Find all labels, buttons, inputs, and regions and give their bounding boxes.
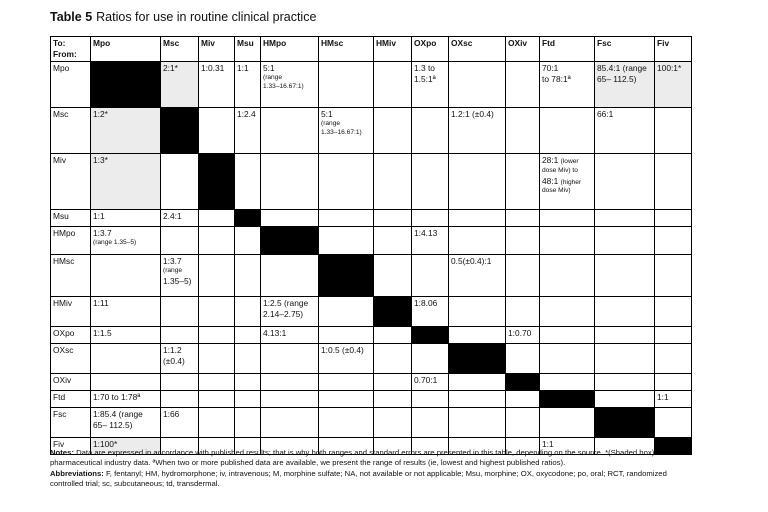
column-header: Fsc	[595, 37, 655, 62]
ratio-cell	[506, 408, 540, 438]
ratio-cell	[261, 62, 319, 108]
header-corner	[51, 37, 91, 62]
ratio-cell	[595, 255, 655, 297]
ratio-cell: 1:0.5 (±0.4)	[319, 344, 374, 374]
ratio-cell	[235, 255, 261, 297]
ratio-cell	[319, 210, 374, 227]
row-header: Msc	[51, 108, 91, 154]
ratio-cell	[199, 327, 235, 344]
column-header: HMpo	[261, 37, 319, 62]
ratio-cell	[540, 62, 595, 108]
ratio-cell	[655, 108, 692, 154]
cell-line: 1:85.4 (range	[93, 409, 143, 420]
ratio-cell	[412, 391, 449, 408]
table-row	[51, 374, 692, 391]
table-header-row	[51, 37, 692, 62]
row-header: Fsc	[51, 408, 91, 438]
ratio-cell	[161, 391, 199, 408]
ratio-cell	[261, 154, 319, 210]
diagonal-cell	[319, 255, 374, 297]
ratio-cell	[161, 327, 199, 344]
cell-line: (range	[321, 120, 341, 128]
ratio-cell	[235, 154, 261, 210]
ratio-cell: 2.4:1	[161, 210, 199, 227]
ratio-cell	[319, 297, 374, 327]
ratio-cell: 1:1	[540, 438, 595, 455]
ratio-cell	[540, 154, 595, 210]
cell-note: (lower	[560, 158, 579, 166]
diagonal-cell	[449, 344, 506, 374]
ratio-cell: 0.5(±0.4):1	[449, 255, 506, 297]
ratio-cell	[412, 108, 449, 154]
diagonal-cell	[412, 327, 449, 344]
ratio-cell	[161, 154, 199, 210]
cell-line: to 78:1ª	[542, 74, 571, 85]
ratio-cell	[412, 344, 449, 374]
column-header: Msc	[161, 37, 199, 62]
column-header: OXsc	[449, 37, 506, 62]
cell-line: 1:2.5 (range	[263, 298, 309, 309]
ratio-cell	[506, 344, 540, 374]
diagonal-cell	[161, 108, 199, 154]
notes-paragraph	[50, 448, 700, 469]
cell-line: 5:1	[263, 63, 275, 74]
row-header: OXpo	[51, 327, 91, 344]
ratio-cell: 1:1	[655, 391, 692, 408]
cell-line: 1:3.7	[163, 256, 182, 267]
ratio-cell	[449, 374, 506, 391]
ratio-cell: 1:4.13	[412, 227, 449, 255]
table-caption: Ratios for use in routine clinical practice	[96, 10, 317, 24]
table-row	[51, 408, 692, 438]
row-header: Miv	[51, 154, 91, 210]
ratio-cell	[235, 408, 261, 438]
abbreviations-text: F, fentanyl; HM, hydromorphone; iv, intravenous; M, morphine sulfate; NA, not available or not applicable; Msu, morphine; OX, oxycodone; po, oral; RCT, randomized controlled trial; sc, subcutaneous; td, transdermal.	[50, 468, 667, 489]
ratio-cell	[655, 210, 692, 227]
ratio-cell	[374, 327, 412, 344]
table-title	[50, 10, 316, 24]
ratio-cell	[540, 327, 595, 344]
cell-line: 65– 112.5)	[93, 420, 133, 431]
ratio-cell	[449, 327, 506, 344]
cell-line: 1.5:1ª	[414, 74, 436, 85]
ratio-cell	[412, 255, 449, 297]
ratio-cell	[374, 255, 412, 297]
ratio-cell	[199, 108, 235, 154]
diagonal-cell	[235, 210, 261, 227]
ratio-cell	[540, 297, 595, 327]
ratio-cell: 1:0.70	[506, 327, 540, 344]
ratio-cell	[655, 408, 692, 438]
column-header: HMiv	[374, 37, 412, 62]
ratio-cell	[199, 391, 235, 408]
ratio-cell	[261, 108, 319, 154]
column-header: OXiv	[506, 37, 540, 62]
ratio-cell	[595, 227, 655, 255]
column-header: Miv	[199, 37, 235, 62]
ratio-cell	[235, 227, 261, 255]
header-to-label: To:	[53, 38, 66, 48]
cell-line: (range	[263, 74, 283, 82]
ratio-cell: 1:8.06	[412, 297, 449, 327]
table-number: Table 5	[50, 10, 93, 24]
column-header: Msu	[235, 37, 261, 62]
ratio-cell	[374, 210, 412, 227]
ratio-cell: 1:1.5	[91, 327, 161, 344]
cell-line: 2.14–2.75)	[263, 309, 304, 320]
ratio-cell: 1:66	[161, 408, 199, 438]
row-header: HMiv	[51, 297, 91, 327]
ratio-cell	[655, 344, 692, 374]
ratio-cell	[161, 227, 199, 255]
ratio-cell: 1:0.31	[199, 62, 235, 108]
table-row	[51, 210, 692, 227]
ratio-cell: 1:11	[91, 297, 161, 327]
ratio-cell	[540, 344, 595, 374]
ratio-cell	[412, 62, 449, 108]
ratio-cell	[540, 374, 595, 391]
ratio-cell: 66:1	[595, 108, 655, 154]
diagonal-cell	[595, 408, 655, 438]
column-header: HMsc	[319, 37, 374, 62]
cell-line	[542, 155, 592, 167]
ratio-cell	[374, 227, 412, 255]
row-header: OXsc	[51, 344, 91, 374]
diagonal-cell	[540, 391, 595, 408]
ratio-cell	[235, 344, 261, 374]
ratio-cell	[261, 255, 319, 297]
ratio-cell	[412, 154, 449, 210]
ratio-cell	[595, 374, 655, 391]
ratio-cell	[655, 227, 692, 255]
ratio-cell	[91, 255, 161, 297]
cell-line: 65– 112.5)	[597, 74, 637, 85]
ratio-cell	[506, 297, 540, 327]
ratio-cell	[655, 154, 692, 210]
ratio-cell	[374, 62, 412, 108]
table-row	[51, 154, 692, 210]
ratio-cell	[449, 297, 506, 327]
cell-note: (higher	[560, 178, 582, 186]
ratio-cell	[199, 344, 235, 374]
ratio-cell: 1:1	[91, 210, 161, 227]
abbreviations-paragraph	[50, 469, 700, 490]
cell-line: 1:1.2	[163, 345, 182, 356]
cell-line: 1:3.7	[93, 228, 112, 239]
ratio-cell	[374, 391, 412, 408]
ratio-cell	[506, 62, 540, 108]
ratio-cell: 4.13:1	[261, 327, 319, 344]
notes-text: Data are expressed in accordance with published results; that is why both ranges and standard errors are presented in this table, depending on the source. *(Shaded box) pharmaceutical industry data. ªWhen two or more published data are available, we present the range of results (ie, lowest and highest published ratios).	[50, 448, 655, 468]
ratio-cell	[449, 62, 506, 108]
ratio-cell: 1:3*	[91, 154, 161, 210]
row-header: HMpo	[51, 227, 91, 255]
ratio-cell	[199, 227, 235, 255]
cell-line: dose Miv) to	[542, 166, 578, 174]
diagonal-cell	[506, 374, 540, 391]
ratio-cell	[91, 408, 161, 438]
column-header: Ftd	[540, 37, 595, 62]
table-row	[51, 227, 692, 255]
diagonal-cell	[91, 62, 161, 108]
ratio-cell	[199, 210, 235, 227]
cell-line: 1.35–5)	[163, 275, 192, 286]
abbreviations-label: Abbreviations:	[50, 468, 104, 478]
ratio-cell	[319, 374, 374, 391]
ratio-cell: 100:1*	[655, 62, 692, 108]
ratio-cell: 1:1	[235, 62, 261, 108]
ratio-cell	[199, 297, 235, 327]
ratio-cell	[261, 391, 319, 408]
ratio-cell	[540, 408, 595, 438]
ratio-cell	[449, 227, 506, 255]
ratio-cell	[540, 210, 595, 227]
ratio-cell	[655, 374, 692, 391]
ratio-cell: 0.70:1	[412, 374, 449, 391]
row-header: HMsc	[51, 255, 91, 297]
ratio-cell	[261, 408, 319, 438]
ratio-cell	[506, 391, 540, 408]
table-row	[51, 391, 692, 408]
row-header: Ftd	[51, 391, 91, 408]
header-from-label: From:	[53, 49, 77, 60]
row-header: Mpo	[51, 62, 91, 108]
ratio-cell	[412, 408, 449, 438]
ratio-cell	[540, 227, 595, 255]
ratio-cell	[595, 297, 655, 327]
cell-line: (range 1.35–5)	[93, 239, 137, 247]
notes-label: Notes:	[50, 448, 74, 457]
cell-value: 28:1	[542, 155, 561, 166]
ratio-cell: 2:1*	[161, 62, 199, 108]
ratio-cell	[655, 297, 692, 327]
table-notes	[50, 448, 700, 490]
table-body	[51, 62, 692, 455]
diagonal-cell	[374, 297, 412, 327]
ratio-cell: 1:70 to 1:78ª	[91, 391, 161, 408]
ratio-cell	[449, 408, 506, 438]
ratio-cell	[235, 327, 261, 344]
ratio-cell	[161, 374, 199, 391]
ratio-cell	[319, 227, 374, 255]
ratio-cell	[91, 344, 161, 374]
ratio-cell: 1:2*	[91, 108, 161, 154]
cell-line: 1.33–16.67:1)	[321, 128, 362, 136]
ratio-cell: 1.2:1 (±0.4)	[449, 108, 506, 154]
ratio-cell	[540, 108, 595, 154]
cell-line: 1.33–16.67:1)	[263, 82, 304, 90]
ratio-cell	[449, 391, 506, 408]
ratio-cell	[261, 297, 319, 327]
ratio-cell	[595, 210, 655, 227]
ratio-cell: 1:100*	[91, 438, 161, 455]
ratio-cell	[161, 297, 199, 327]
cell-line: 70:1	[542, 63, 559, 74]
ratio-cell	[199, 374, 235, 391]
table-row	[51, 327, 692, 344]
ratio-cell	[374, 108, 412, 154]
column-header: Fiv	[655, 37, 692, 62]
ratio-cell	[235, 374, 261, 391]
ratio-cell	[319, 391, 374, 408]
ratio-cell	[91, 374, 161, 391]
cell-line: dose Miv)	[542, 187, 571, 195]
ratio-cell	[319, 154, 374, 210]
ratio-cell	[161, 255, 199, 297]
table-row	[51, 255, 692, 297]
ratio-cell	[540, 255, 595, 297]
conversion-ratio-table	[50, 36, 692, 455]
ratio-cell	[506, 227, 540, 255]
cell-line: (range	[163, 267, 183, 275]
row-header: Fiv	[51, 438, 91, 455]
ratio-cell	[595, 62, 655, 108]
row-header: Msu	[51, 210, 91, 227]
cell-line: 85.4:1 (range	[597, 63, 647, 74]
ratio-cell	[506, 210, 540, 227]
ratio-cell	[319, 408, 374, 438]
cell-line	[542, 176, 592, 188]
diagonal-cell	[261, 227, 319, 255]
ratio-cell	[449, 210, 506, 227]
ratio-cell	[506, 108, 540, 154]
ratio-cell	[91, 227, 161, 255]
ratio-cell	[506, 255, 540, 297]
ratio-cell	[595, 391, 655, 408]
ratio-cell	[374, 344, 412, 374]
ratio-cell	[449, 154, 506, 210]
diagonal-cell	[199, 154, 235, 210]
ratio-cell	[374, 374, 412, 391]
ratio-cell: 1:2.4	[235, 108, 261, 154]
ratio-cell	[319, 327, 374, 344]
ratio-cell	[374, 408, 412, 438]
ratio-cell	[655, 255, 692, 297]
ratio-cell	[261, 374, 319, 391]
ratio-cell	[235, 297, 261, 327]
ratio-cell	[319, 108, 374, 154]
table-row	[51, 108, 692, 154]
ratio-cell	[595, 327, 655, 344]
ratio-cell	[412, 210, 449, 227]
cell-line: 1.3 to	[414, 63, 435, 74]
cell-value: 48:1	[542, 175, 561, 186]
ratio-cell	[161, 344, 199, 374]
cell-line: (±0.4)	[163, 356, 185, 367]
ratio-cell	[199, 255, 235, 297]
ratio-cell	[261, 210, 319, 227]
column-header: Mpo	[91, 37, 161, 62]
column-header: OXpo	[412, 37, 449, 62]
table-row	[51, 297, 692, 327]
ratio-cell	[319, 62, 374, 108]
ratio-cell	[374, 154, 412, 210]
ratio-cell	[235, 391, 261, 408]
ratio-cell	[655, 327, 692, 344]
table-row	[51, 344, 692, 374]
ratio-cell	[506, 154, 540, 210]
row-header: OXiv	[51, 374, 91, 391]
table-row	[51, 62, 692, 108]
ratio-cell	[199, 408, 235, 438]
ratio-cell	[595, 344, 655, 374]
cell-line: 5:1	[321, 109, 333, 120]
ratio-cell	[595, 154, 655, 210]
ratio-cell	[261, 344, 319, 374]
